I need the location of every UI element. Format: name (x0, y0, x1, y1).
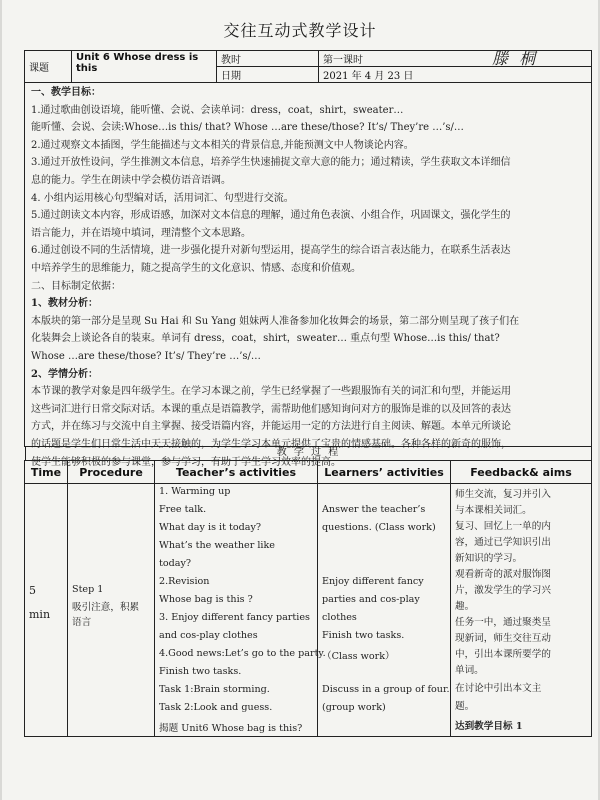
learner-activity-line: clothes (322, 612, 357, 623)
body-line: 能听懂、会说、会读:Whose…is this/ that? Whose …are these/those? It’s/ They’re …’s/… (31, 122, 464, 134)
learners-cell (318, 484, 450, 736)
teacher-activity-line: Whose bag is this ? (159, 594, 253, 605)
teacher-activity-line: 揭题 Unit6 Whose bag is this? (159, 723, 303, 734)
feedback-line: 题。 (455, 701, 475, 712)
learner-activity-line: (group work) (322, 702, 386, 713)
body-line: 本版块的第一部分是呈现 Su Hai 和 Su Yang 姐妹两人准备参加化妆舞会的场景，第二部分则呈现了孩子们在 (31, 315, 520, 327)
col-header-time: Time (25, 461, 68, 484)
body-line: 这些词汇进行日常交际对话。本课的重点是语篇教学，需帮助他们感知询问对方的服饰是谁的以及回答的表达 (31, 403, 511, 415)
table-header-row (25, 461, 592, 484)
time-cell (25, 484, 67, 736)
body-line: 2、学情分析： (31, 368, 98, 380)
body-line: 方式，并在练习与交流中自主掌握、接受语篇内容，并能运用一定的方法进行自主阅读、解题。本单元所谈论 (31, 421, 511, 433)
learner-activity-line: parties and cos-play (322, 594, 420, 605)
body-line: 2.通过观察文本插图，学生能描述与文本相关的背景信息,并能预测文中人物谈论内容。 (31, 139, 414, 151)
teacher-activity-line: What day is it today? (159, 522, 262, 533)
body-line: 3.通过开放性设问，学生推测文本信息，培养学生快速捕捉文章大意的能力；通过精读，学生获取文本详细信 (31, 157, 511, 169)
learner-activity-line: Enjoy different fancy (322, 576, 424, 587)
feedback-line: 趣。 (455, 601, 475, 612)
learner-activity-line: Finish two tasks. (322, 630, 405, 641)
feedback-line: 在讨论中引出本文主 (455, 683, 542, 694)
teacher-activity-line: and cos-play clothes (159, 630, 258, 641)
body-line: 二、目标制定依据： (31, 280, 121, 292)
learner-activity-line: （Class work） (322, 651, 395, 662)
feedback-line: 师生交流，复习并引入 (455, 489, 551, 500)
feedback-line: 中，引出本课所要学的 (455, 649, 551, 660)
body-line: 的话题是学生们日常生活中天天接触的，为学生学习本单元提供了宝贵的情感基础。各种各样的新奇的服饰， (31, 439, 511, 450)
feedback-line: 新知识的学习。 (455, 553, 523, 564)
body-line: 息的能力。学生在朗读中学会模仿语音语调。 (31, 175, 231, 186)
col-header-teacher: Teacher’s activities (155, 461, 318, 484)
procedure-text: Step 1 (72, 584, 104, 595)
teacher-activity-line: 3. Enjoy different fancy parties (159, 612, 310, 623)
body-line: 1.通过歌曲创设语境，能听懂、会说、会读单词：dress，coat，shirt，sweater… (31, 104, 404, 116)
teacher-activity-line: 2.Revision (159, 576, 210, 587)
feedback-line: 片，激发学生的学习兴 (455, 585, 551, 596)
col-header-feedback: Feedback& aims (451, 461, 592, 484)
topic-label: 课题 (25, 51, 72, 83)
feedback-line: 复习、回忆上一单的内 (455, 521, 551, 532)
col-header-procedure: Procedure (68, 461, 155, 484)
date-label: 日期 (217, 67, 319, 83)
body-line: 使学生能够积极的参与课堂，参与学习，有助于学生学习效率的提高。 (31, 456, 341, 468)
time-text: min (29, 608, 51, 621)
teacher-activity-line: 1. Warming up (159, 486, 231, 497)
feedback-line: 与本课相关词汇。 (455, 505, 532, 516)
body-line: 6.通过创设不同的生活情境，进一步强化提升对新句型运用，提高学生的综合语言表达能力，在联系生活表达 (31, 245, 511, 257)
body-line: 4. 小组内运用核心句型编对话，活用词汇、句型进行交流。 (31, 192, 294, 204)
table-row (25, 484, 592, 737)
body-line: 本节课的教学对象是四年级学生。在学习本课之前，学生已经掌握了一些跟服饰有关的词汇和句型，并能运用 (31, 386, 511, 398)
date-value: 2021 年 4 月 23 日 (319, 67, 592, 83)
process-table (24, 460, 592, 737)
teacher-activity-line: today? (159, 558, 192, 569)
learner-activity-line: Answer the teacher’s (322, 504, 426, 515)
learner-activity-line: questions. (Class work) (322, 522, 436, 533)
feedback-cell (451, 484, 591, 736)
feedback-line: 容，通过已学知识引出 (455, 537, 551, 548)
feedback-line: 单词。 (455, 665, 484, 676)
period-label: 教时 (217, 51, 319, 67)
teacher-activity-line: What’s the weather like (159, 540, 275, 551)
learner-activity-line: Discuss in a group of four. (322, 684, 450, 695)
body-line: Whose …are these/those? It’s/ They’re …’s/… (31, 351, 261, 362)
feedback-line: 观看新奇的派对服饰图 (455, 569, 551, 580)
body-line: 5.通过朗读文本内容，形成语感，加深对文本信息的理解，通过角色表演、小组合作，巩固课文，强化学生的 (31, 210, 511, 222)
procedure-cell (68, 484, 154, 736)
body-line: 一、教学目标： (31, 87, 101, 98)
body-line: 语言能力，并在语境中填词，理清整个文本思路。 (31, 227, 251, 239)
teacher-signature: 滕 桐 (492, 49, 539, 68)
topic-value: Unit 6 Whose dress is this (72, 51, 217, 83)
teacher-activity-line: 4.Good news:Let’s go to the party. (159, 648, 326, 659)
feedback-line: 任务一中，通过聚类呈 (455, 617, 551, 628)
teacher-activity-line: Free talk. (159, 504, 207, 515)
feedback-line: 现新词，师生交往互动 (455, 633, 551, 644)
procedure-text: 吸引注意，积累 (72, 602, 140, 613)
teacher-cell (155, 484, 326, 736)
teacher-activity-line: Finish two tasks. (159, 666, 242, 677)
teacher-activity-line: Task 2:Look and guess. (159, 702, 273, 713)
period-value: 第一课时 (319, 51, 592, 67)
feedback-line: 达到教学目标 1 (455, 721, 523, 732)
body-line: 1、教材分析： (31, 298, 98, 310)
body-line: 化装舞会上谈论各自的装束。单词有 dress，coat，shirt，sweater… 重点句型 Whose…is this/ that? (31, 333, 500, 345)
body-line: 中培养学生的思维能力，随之提高学生的文化意识、情感、态度和价值观。 (31, 263, 361, 274)
teacher-activity-line: Task 1:Brain storming. (159, 684, 270, 695)
col-header-learners: Learners’ activities (318, 461, 451, 484)
process-title: 教 学 过 程 (25, 446, 592, 460)
procedure-text: 语言 (72, 617, 92, 628)
time-text: 5 (29, 584, 36, 597)
document-title: 交往互动式教学设计 (223, 21, 377, 40)
